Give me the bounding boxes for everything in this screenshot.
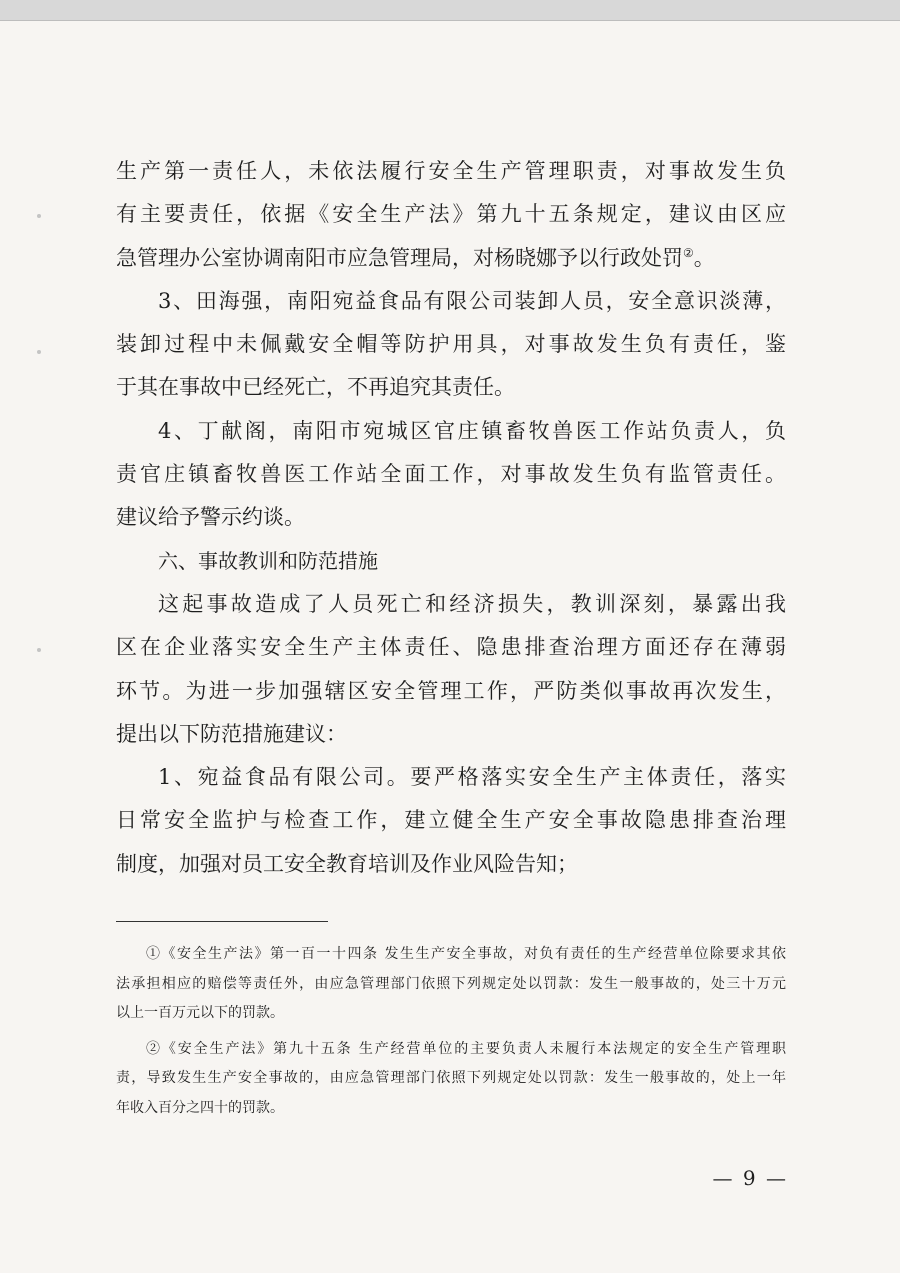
page-number: — 9 — xyxy=(712,1166,788,1190)
footnote-reference[interactable]: ② xyxy=(683,245,694,260)
body-line: 提出以下防范措施建议： xyxy=(116,721,347,746)
body-line: 生产第一责任人，未依法履行安全生产管理职责，对事故发生负 xyxy=(116,159,786,183)
footnotes xyxy=(116,940,786,1123)
scan-speck xyxy=(37,350,41,354)
scan-speck xyxy=(37,648,41,652)
body-line: 责官庄镇畜牧兽医工作站全面工作，对事故发生负有监管责任。 xyxy=(116,462,786,487)
body-line: 1、宛益食品有限公司。要严格落实安全生产主体责任，落实 xyxy=(158,765,786,790)
footnote-1-line: ①《安全生产法》第一百一十四条 发生生产安全事故，对负有责任的生产经营单位除要求其依 xyxy=(146,946,786,962)
footnote-2-line: ②《安全生产法》第九十五条 生产经营单位的主要负责人未履行本法规定的安全生产管理职 xyxy=(146,1040,786,1057)
body-line: 3、田海强，南阳宛益食品有限公司装卸人员，安全意识淡薄， xyxy=(158,288,786,313)
section-heading: 六、事故教训和防范措施 xyxy=(158,548,378,573)
body-line: 于其在事故中已经死亡，不再追究其责任。 xyxy=(116,375,515,400)
body-line: 建议给予警示约谈。 xyxy=(116,505,305,530)
footnote-separator xyxy=(116,921,328,922)
scan-speck xyxy=(37,214,41,218)
body-text xyxy=(116,150,786,886)
body-line: 制度，加强对员工安全教育培训及作业风险告知； xyxy=(116,851,578,876)
body-line: 区在企业落实安全生产主体责任、隐患排查治理方面还存在薄弱 xyxy=(116,635,786,660)
footnote-2-line: 责，导致发生生产安全事故的，由应急管理部门依照下列规定处以罚款：发生一般事故的，处上一年 xyxy=(116,1070,786,1086)
scan-top-edge xyxy=(0,0,900,21)
body-line-text: 急管理办公室协调南阳市应急管理局，对杨晓娜予以行政处罚 xyxy=(116,245,683,270)
body-line: 这起事故造成了人员死亡和经济损失，教训深刻，暴露出我 xyxy=(158,591,786,616)
footnote-1-line: 法承担相应的赔偿等责任外，由应急管理部门依照下列规定处以罚款：发生一般事故的，处三十万元 xyxy=(116,975,786,992)
body-line: 装卸过程中未佩戴安全帽等防护用具，对事故发生负有责任，鉴 xyxy=(116,332,786,357)
body-line: 4、丁献阁，南阳市宛城区官庄镇畜牧兽医工作站负责人，负 xyxy=(158,418,786,443)
footnote-1-line: 以上一百万元以下的罚款。 xyxy=(116,1005,284,1021)
footnote-2-line: 年收入百分之四十的罚款。 xyxy=(116,1099,284,1116)
body-line: 急管理办公室协调南阳市应急管理局，对杨晓娜予以行政处罚②。 xyxy=(116,245,715,270)
body-line: 有主要责任，依据《安全生产法》第九十五条规定，建议由区应 xyxy=(116,202,786,227)
body-line: 环节。为进一步加强辖区安全管理工作，严防类似事故再次发生， xyxy=(116,678,786,703)
body-line: 日常安全监护与检查工作，建立健全生产安全事故隐患排查治理 xyxy=(116,808,786,833)
